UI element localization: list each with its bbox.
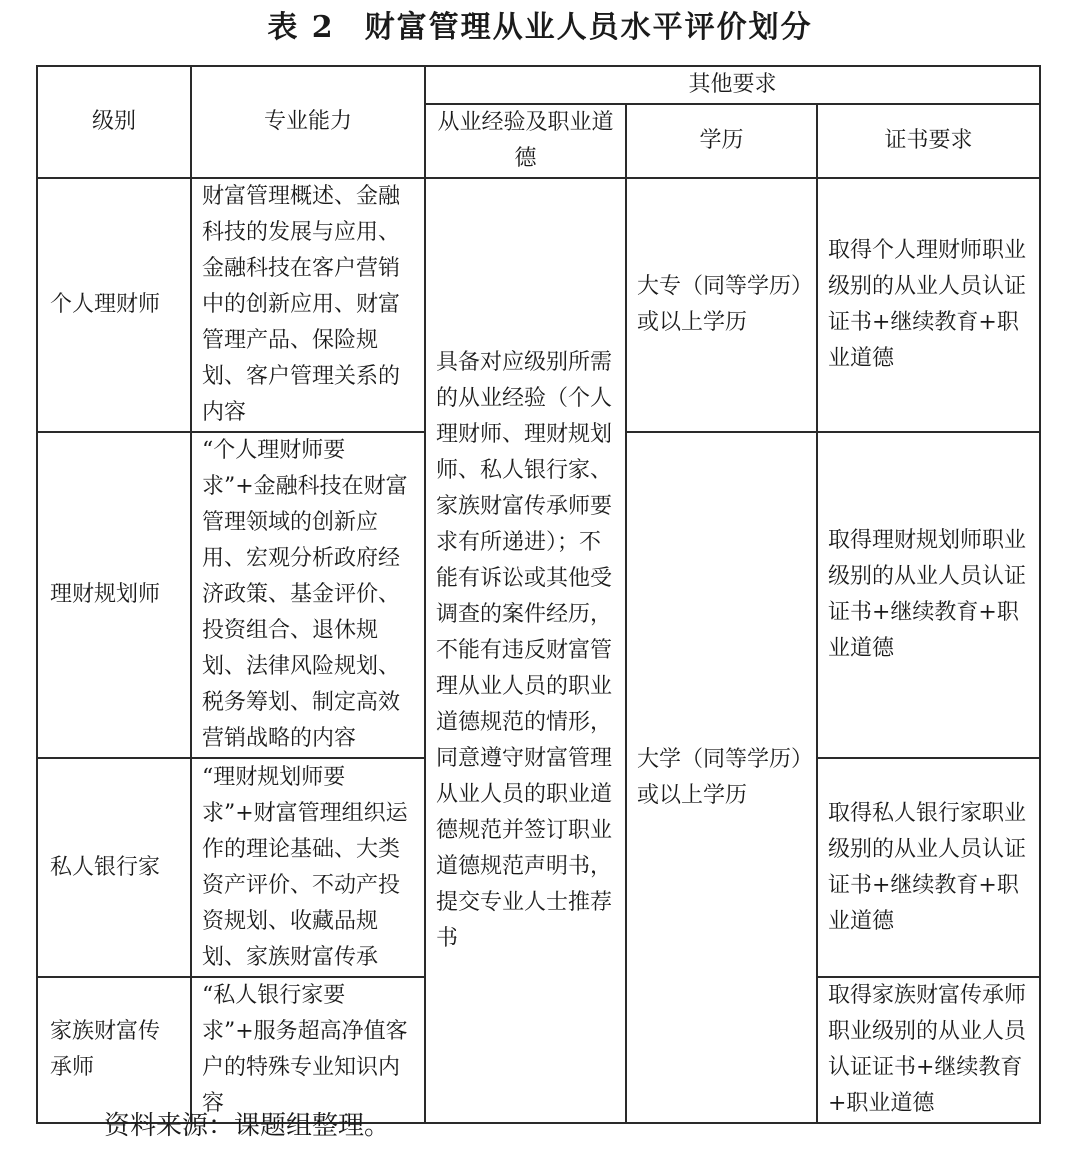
evaluation-table [36, 65, 1041, 1124]
experience-cell: 具备对应级别所需的从业经验（个人理财师、理财规划师、私人银行家、家族财富传承师要求有所递进）；不能有诉讼或其他受调查的案件经历，不能有违反财富管理从业人员的职业道德规范的情形，同意遵守财富管理从业人员的职业道德规范并签订职业道德规范声明书，提交专业人士推荐书 [425, 178, 626, 1123]
certificate-cell: 取得理财规划师职业级别的从业人员认证证书+继续教育+职业道德 [817, 432, 1040, 758]
header-level: 级别 [37, 66, 191, 178]
table-title [0, 8, 1080, 48]
level-cell: 个人理财师 [37, 178, 191, 432]
ability-cell: “私人银行家要求”+服务超高净值客户的特殊专业知识内容 [191, 977, 425, 1123]
table-row [37, 178, 1040, 432]
education-cell-junior: 大专（同等学历）或以上学历 [626, 178, 817, 432]
header-education: 学历 [626, 104, 817, 178]
header-certificate: 证书要求 [817, 104, 1040, 178]
certificate-cell: 取得家族财富传承师职业级别的从业人员认证证书+继续教育+职业道德 [817, 977, 1040, 1123]
certificate-cell: 取得私人银行家职业级别的从业人员认证证书+继续教育+职业道德 [817, 758, 1040, 977]
source-note: 资料来源：课题组整理。 [104, 1111, 391, 1141]
level-cell: 私人银行家 [37, 758, 191, 977]
table-title-text: 财富管理从业人员水平评价划分 [364, 10, 813, 45]
ability-cell: “理财规划师要求”+财富管理组织运作的理论基础、大类资产评价、不动产投资规划、收藏品规划、家族财富传承 [191, 758, 425, 977]
education-cell-university: 大学（同等学历）或以上学历 [626, 432, 817, 1123]
level-cell: 家族财富传承师 [37, 977, 191, 1123]
ability-cell: 财富管理概述、金融科技的发展与应用、金融科技在客户营销中的创新应用、财富管理产品、保险规划、客户管理关系的内容 [191, 178, 425, 432]
header-ability: 专业能力 [191, 66, 425, 178]
ability-cell: “个人理财师要求”+金融科技在财富管理领域的创新应用、宏观分析政府经济政策、基金评价、投资组合、退休规划、法律风险规划、税务筹划、制定高效营销战略的内容 [191, 432, 425, 758]
certificate-cell: 取得个人理财师职业级别的从业人员认证证书+继续教育+职业道德 [817, 178, 1040, 432]
table-number: 表 2 [267, 10, 335, 45]
header-experience: 从业经验及职业道德 [425, 104, 626, 178]
header-other: 其他要求 [425, 66, 1040, 104]
level-cell: 理财规划师 [37, 432, 191, 758]
